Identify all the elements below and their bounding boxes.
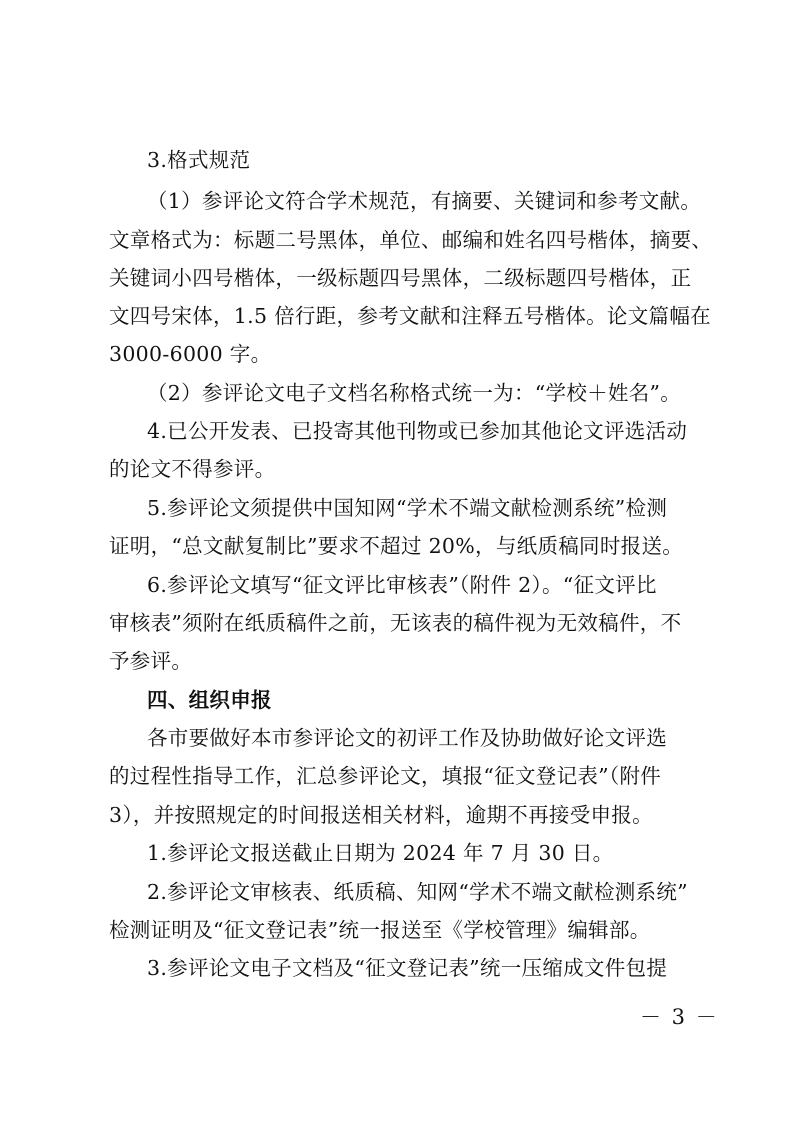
- paragraph-line: 各市要做好本市参评论文的初评工作及协助做好论文评选: [147, 726, 667, 750]
- paragraph-line: 3），并按照规定的时间报送相关材料，逾期不再接受申报。: [109, 803, 653, 827]
- section-heading-submission: 四、组织申报: [147, 688, 272, 712]
- paragraph-line: 审核表”须附在纸质稿件之前，无该表的稿件视为无效稿件，不: [109, 611, 682, 635]
- page-number: － 3 －: [640, 1005, 719, 1029]
- paragraph-line: （1）参评论文符合学术规范，有摘要、关键词和参考文献。: [147, 189, 702, 213]
- paragraph-line: 予参评。: [109, 649, 193, 673]
- paragraph-line: （2）参评论文电子文档名称格式统一为：“学校＋姓名”。: [147, 381, 682, 405]
- paragraph-line: 文章格式为：标题二号黑体，单位、邮编和姓名四号楷体，摘要、: [109, 228, 713, 252]
- paragraph-line: 6.参评论文填写“征文评比审核表”（附件 2）。“征文评比: [147, 573, 657, 597]
- section-heading-format: 3.格式规范: [147, 148, 251, 172]
- paragraph-line: 关键词小四号楷体，一级标题四号黑体，二级标题四号楷体，正: [109, 266, 692, 290]
- paragraph-line: 5.参评论文须提供中国知网“学术不端文献检测系统”检测: [147, 496, 668, 520]
- paragraph-line: 检测证明及“征文登记表”统一报送至《学校管理》编辑部。: [109, 918, 651, 942]
- paragraph-line: 证明，“总文献复制比”要求不超过 20%，与纸质稿同时报送。: [109, 534, 684, 558]
- paragraph-line: 的过程性指导工作，汇总参评论文，填报“征文登记表”（附件: [109, 764, 662, 788]
- paragraph-line: 4.已公开发表、已投寄其他刊物或已参加其他论文评选活动: [147, 419, 688, 443]
- paragraph-line: 3000-6000 字。: [109, 342, 272, 366]
- paragraph-line: 3.参评论文电子文档及“征文登记表”统一压缩成文件包提: [147, 956, 668, 980]
- paragraph-line: 的论文不得参评。: [109, 457, 276, 481]
- paragraph-line: 1.参评论文报送截止日期为 2024 年 7 月 30 日。: [147, 841, 614, 865]
- paragraph-line: 文四号宋体，1.5 倍行距，参考文献和注释五号楷体。论文篇幅在: [109, 304, 711, 328]
- paragraph-line: 2.参评论文审核表、纸质稿、知网“学术不端文献检测系统”: [147, 880, 688, 904]
